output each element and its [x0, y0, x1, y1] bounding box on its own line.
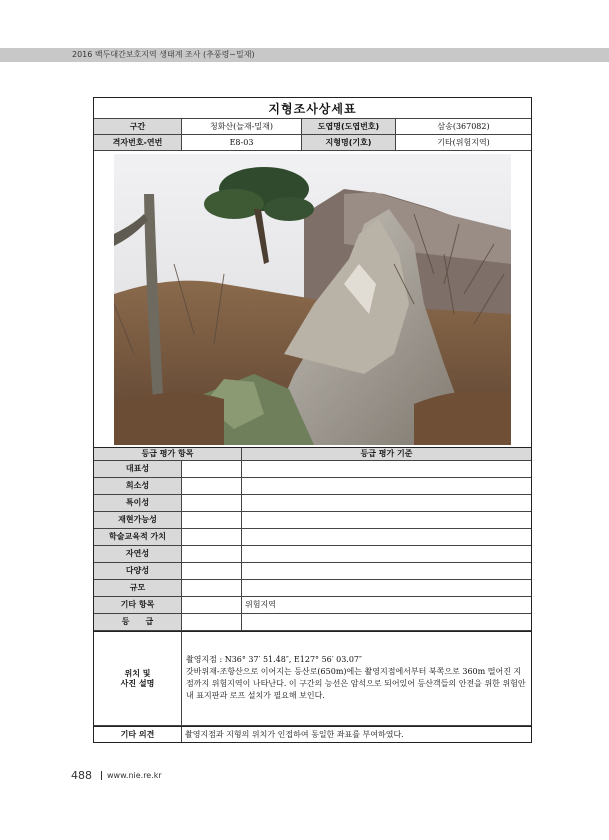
footer-url: www.nie.re.kr	[107, 771, 162, 780]
eval-grade	[182, 563, 242, 579]
location-label	[94, 632, 182, 725]
eval-label: 대표성	[94, 461, 182, 477]
eval-label: 자연성	[94, 546, 182, 562]
eval-row	[94, 529, 531, 546]
eval-value	[242, 563, 531, 579]
eval-grade	[182, 580, 242, 596]
label-section: 구간	[94, 119, 182, 134]
other-opinion-text: 촬영지점과 지형의 위치가 인접하여 동일한 좌표를 부여하였다.	[185, 729, 404, 739]
eval-row	[94, 461, 531, 478]
eval-item-header: 등급 평가 항목	[94, 448, 242, 460]
other-opinion-row	[94, 726, 531, 742]
info-row-1	[94, 119, 531, 135]
eval-grade	[182, 478, 242, 494]
running-header: 2016 백두대간보호지역 생태계 조사 (추풍령~밀재)	[72, 50, 255, 59]
label-grid-no: 격자번호-연번	[94, 135, 182, 150]
value-map-name: 삼송(367082)	[437, 121, 490, 131]
eval-value: 위험지역	[245, 600, 276, 609]
eval-value	[242, 461, 531, 477]
photo-row	[94, 151, 531, 448]
eval-value	[242, 529, 531, 545]
eval-grade	[182, 461, 242, 477]
eval-row	[94, 546, 531, 563]
other-opinion-label: 기타 의견	[94, 727, 182, 742]
location-label-line1: 위치 및	[124, 668, 151, 678]
eval-grade	[182, 597, 242, 613]
eval-criteria-header: 등급 평가 기준	[242, 448, 531, 460]
eval-grade	[182, 614, 242, 630]
eval-grade	[182, 529, 242, 545]
value-landform: 기타(위험지역)	[437, 137, 490, 147]
eval-grade	[182, 512, 242, 528]
eval-value	[242, 580, 531, 596]
info-row-2	[94, 135, 531, 151]
photo-coordinates: 촬영지점 : N36° 37′ 51.48″, E127° 56′ 03.07″	[186, 655, 363, 664]
eval-value	[242, 546, 531, 562]
eval-label: 등 급	[94, 614, 182, 630]
eval-label: 재현가능성	[94, 512, 182, 528]
location-row	[94, 631, 531, 726]
eval-grade	[182, 495, 242, 511]
site-photo	[114, 154, 511, 445]
eval-label: 다양성	[94, 563, 182, 579]
eval-value	[242, 478, 531, 494]
form-title-row	[94, 98, 531, 119]
eval-row	[94, 512, 531, 529]
label-landform: 지형명(기호)	[302, 135, 396, 150]
eval-label: 규모	[94, 580, 182, 596]
eval-value	[242, 495, 531, 511]
eval-label: 희소성	[94, 478, 182, 494]
eval-row	[94, 563, 531, 580]
footer-divider	[101, 771, 102, 780]
eval-row	[94, 597, 531, 614]
eval-label: 특이성	[94, 495, 182, 511]
eval-label: 학술교육적 가치	[94, 529, 182, 545]
form-title: 지형조사상세표	[268, 101, 357, 116]
page-footer	[71, 769, 162, 782]
eval-value	[242, 614, 531, 630]
eval-row	[94, 580, 531, 597]
eval-header-row	[94, 448, 531, 461]
label-map-name: 도엽명(도엽번호)	[302, 119, 396, 134]
location-description	[182, 632, 531, 725]
eval-label: 기타 항목	[94, 597, 182, 613]
eval-row	[94, 495, 531, 512]
eval-value	[242, 512, 531, 528]
site-description: 갓바위재-조항산으로 이어지는 등산로(650m)에는 촬영지점에서부터 북쪽으로 360m 떨어진 지점까지 위험지역이 나타난다. 이 구간의 능선은 암석으로 되어있어 등산객들의 안전을 위한 위험안내 표지판과 로프 설치가 필요해 보인다.	[186, 667, 526, 700]
value-section: 청화산(늘재-밀재)	[182, 119, 302, 134]
survey-form	[93, 97, 532, 743]
location-label-line2: 사진 설명	[120, 678, 155, 688]
eval-row	[94, 614, 531, 631]
eval-grade	[182, 546, 242, 562]
page-number: 488	[71, 769, 92, 782]
value-grid-no: E8-03	[182, 135, 302, 150]
eval-row	[94, 478, 531, 495]
